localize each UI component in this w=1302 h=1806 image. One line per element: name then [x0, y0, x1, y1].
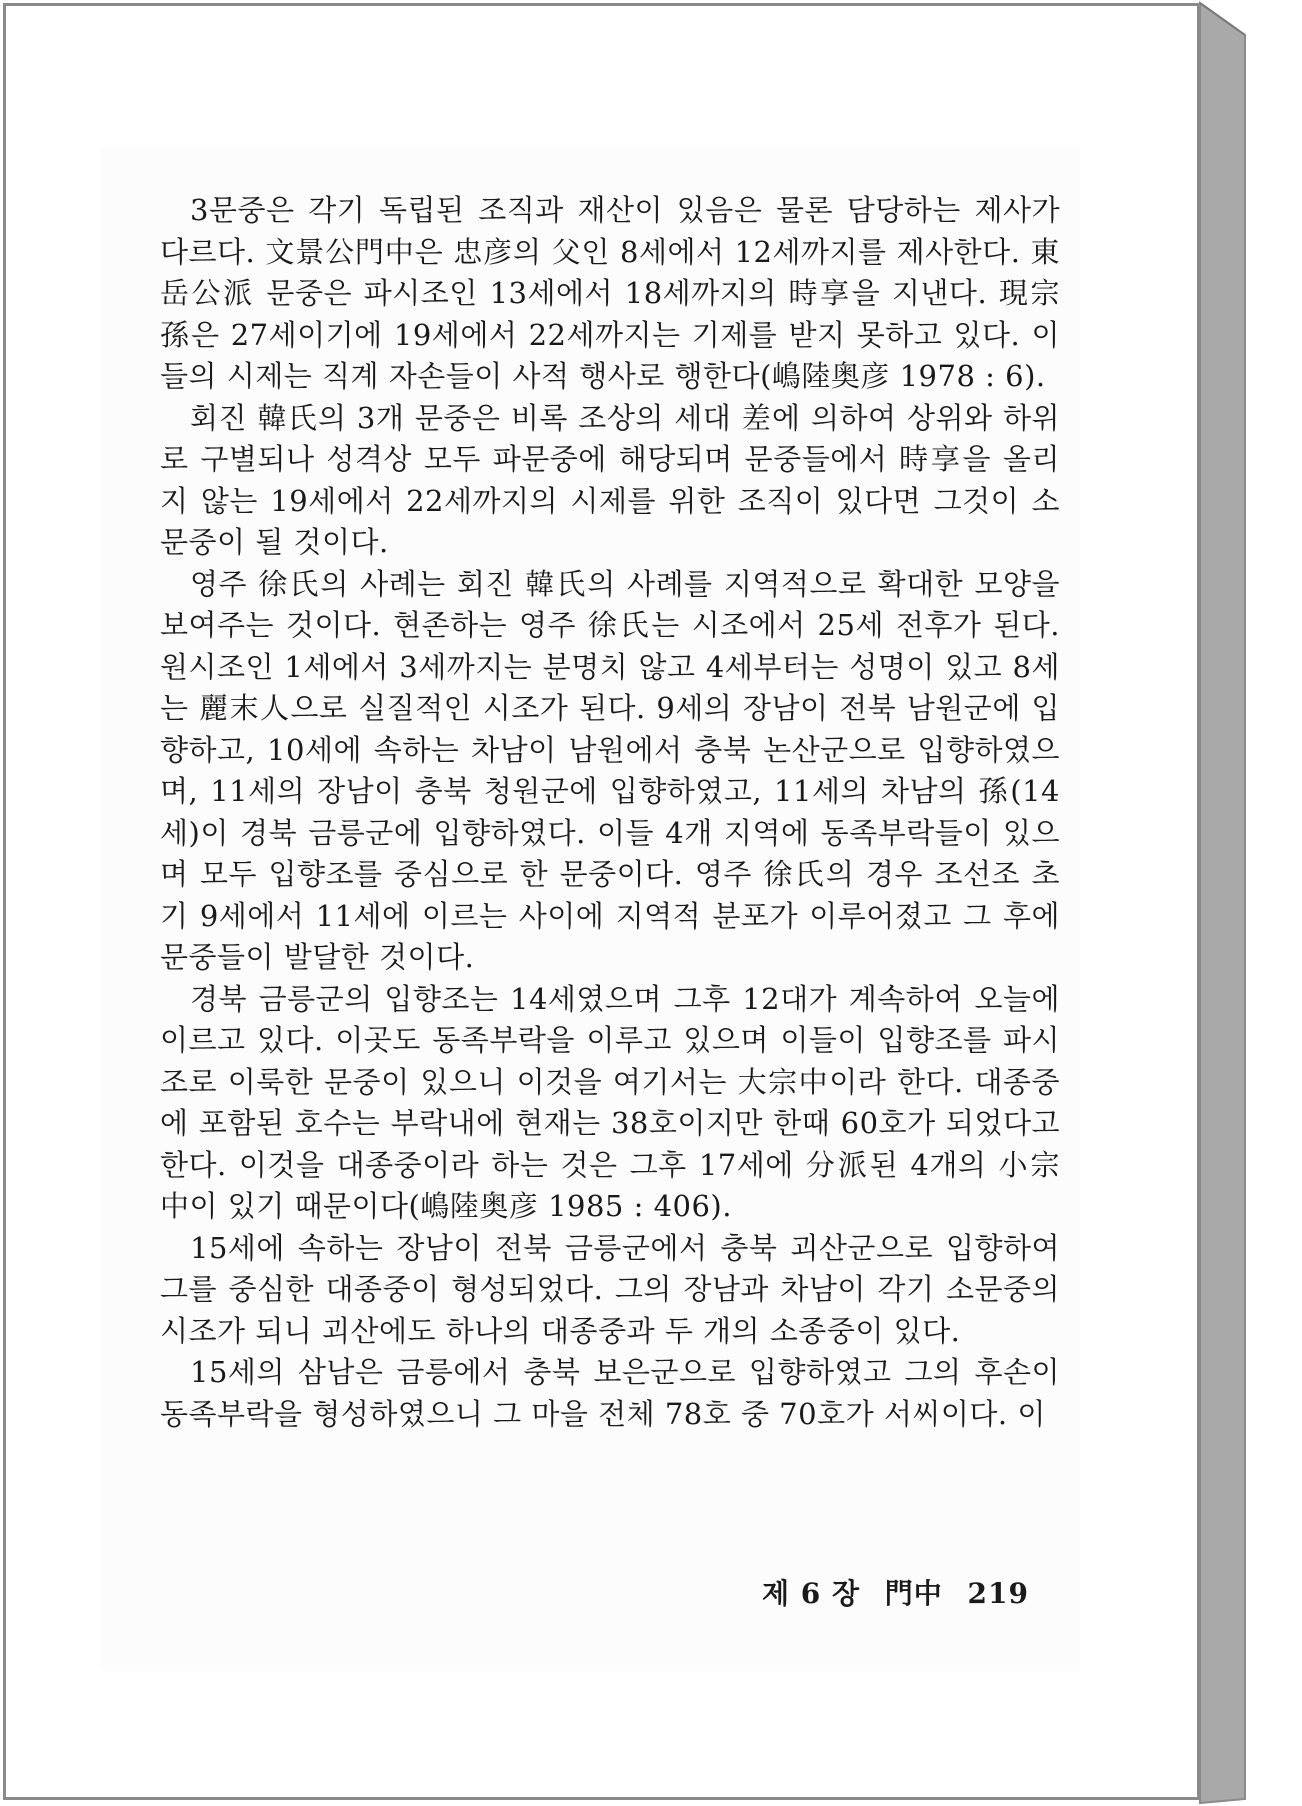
- footer-chapter: 제 6 장: [761, 1577, 861, 1610]
- paragraph: 15세의 삼남은 금릉에서 충북 보은군으로 입향하였고 그의 후손이 동족부락을 형성하였으니 그 마을 전체 78호 중 70호가 서씨이다. 이: [160, 1355, 1060, 1431]
- paragraph: 회진 韓氏의 3개 문중은 비록 조상의 세대 差에 의하여 상위와 하위로 구별되나 성격상 모두 파문중에 해당되며 문중들에서 時享을 올리지 않는 19세에서 22세까지의 시제를 위한 조직이 있다면 그것이 소문중이 될 것이다.: [160, 400, 1060, 559]
- page-footer: [0, 1572, 1029, 1612]
- page-number: 219: [967, 1577, 1029, 1610]
- paragraph: 3문중은 각기 독립된 조직과 재산이 있음은 물론 담당하는 제사가 다르다. 文景公門中은 忠彦의 父인 8세에서 12세까지를 제사한다. 東岳公派 문중은 파시조인 13세에서 18세까지의 時享을 지낸다. 現宗孫은 27세이기에 19세에서 22세까지는 기제를 받지 못하고 있다. 이들의 시제는 직계 자손들이 사적 행사로 행한다(嶋陸奥彦 1978 : 6).: [160, 193, 1060, 393]
- paragraph: 15세에 속하는 장남이 전북 금릉군에서 충북 괴산군으로 입향하여 그를 중심한 대종중이 형성되었다. 그의 장남과 차남이 각기 소문중의 시조가 되니 괴산에도 하나의 대종중과 두 개의 소종중이 있다.: [160, 1230, 1060, 1348]
- footer-title: 門中: [884, 1577, 943, 1610]
- paragraph: 영주 徐氏의 사례는 회진 韓氏의 사례를 지역적으로 확대한 모양을 보여주는 것이다. 현존하는 영주 徐氏는 시조에서 25세 전후가 된다. 원시조인 1세에서 3세까지는 분명치 않고 4세부터는 성명이 있고 8세는 麗末人으로 실질적인 시조가 된다. 9세의 장남이 전북 남원군에 입향하고, 10세에 속하는 차남이 남원에서 충북 논산군으로 입향하였으며, 11세의 장남이 충북 청원군에 입향하였고, 11세의 차남의 孫(14세)이 경북 금릉군에 입향하였다. 이들 4개 지역에 동족부락들이 있으며 모두 입향조를 중심으로 한 문중이다. 영주 徐氏의 경우 조선조 초기 9세에서 11세에 이르는 사이에 지역적 분포가 이루어졌고 그 후에 문중들이 발달한 것이다.: [160, 566, 1060, 974]
- paragraph: 경북 금릉군의 입향조는 14세였으며 그후 12대가 계속하여 오늘에 이르고 있다. 이곳도 동족부락을 이루고 있으며 이들이 입향조를 파시조로 이룩한 문중이 있으니 이것을 여기서는 大宗中이라 한다. 대종중에 포함된 호수는 부락내에 현재는 38호이지만 한때 60호가 되었다고 한다. 이것을 대종중이라 하는 것은 그후 17세에 分派된 4개의 小宗中이 있기 때문이다(嶋陸奥彦 1985 : 406).: [160, 981, 1060, 1223]
- body-text: [160, 190, 1060, 1435]
